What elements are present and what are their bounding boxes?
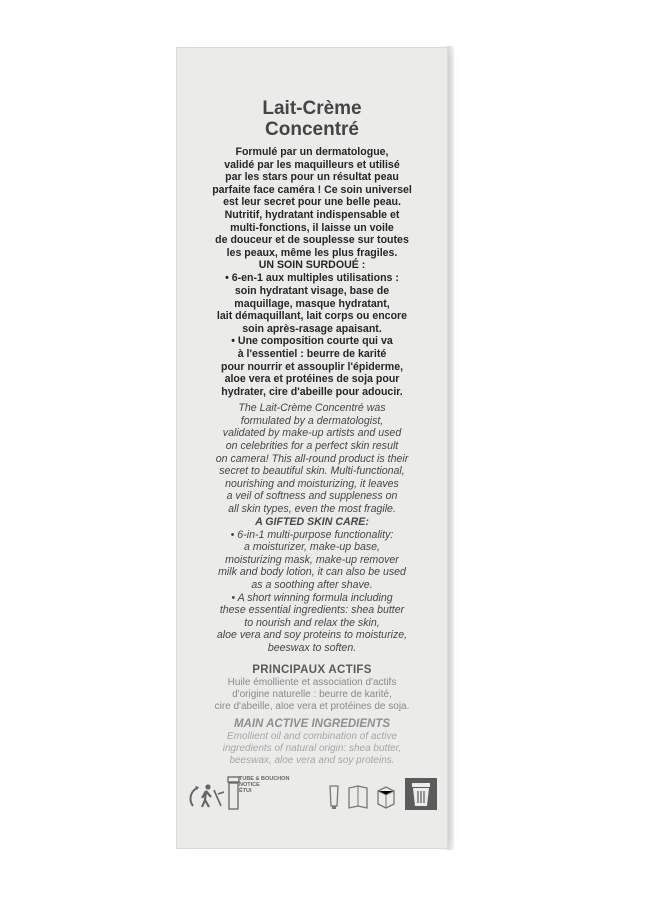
product-box-back [177,48,447,848]
text-line: to nourish and relax the skin, [244,616,380,629]
triman-icon [187,780,225,810]
text-line: à l'essentiel : beurre de karité [237,347,387,360]
text-line: formulated by a dermatologist, [240,414,384,427]
recycling-icons-row [187,776,437,812]
text-line: les peaux, même les plus fragiles. [226,246,398,259]
text-line: multi-fonctions, il laisse un voile [230,221,394,234]
text-line: a veil of softness and suppleness on [226,490,398,503]
text-line: aloe vera and soy proteins to moisturize, [216,629,408,642]
text-line: on camera! This all-round product is their [215,452,409,465]
text-line: parfaite face caméra ! Ce soin universel [212,183,412,196]
title-line: Concentré [265,119,359,140]
sorting-bin-icon [405,778,437,810]
text-line: The Lait-Crème Concentré was [238,402,386,415]
text-line: par les stars pour un résultat peau [225,171,399,184]
text-line: nourishing and moisturizing, it leaves [225,477,399,490]
text-line: soin hydratant visage, base de [234,284,390,297]
main-active-ingredients-text [177,731,447,767]
text-line: soin après-rasage apaisant. [242,322,382,335]
principaux-actifs-text [177,677,447,713]
french-subtitle: UN SOIN SURDOUÉ : [258,259,366,272]
text-line: on celebrities for a perfect skin result [225,440,399,453]
title-line: Lait-Crème [262,98,362,119]
text-line: as a soothing after shave. [251,579,373,591]
text-line: • A short winning formula including [231,591,393,604]
text-line: all skin types, even the most fragile. [228,503,396,516]
english-bullets [177,529,447,655]
text-line: these essential ingredients: shea butter [219,604,405,617]
text-line: maquillage, masque hydratant, [234,297,390,310]
box-text-panel [177,98,447,767]
recycle-label: TUBE & BOUCHON [239,776,290,782]
text-line: milk and body lotion, it can also be used [218,566,406,579]
text-line: validated by make-up artists and used [222,427,402,440]
recycle-label: NOTICE [239,782,260,789]
french-bullets [177,272,447,398]
text-line: hydrater, cire d'abeille pour adoucir. [221,385,403,398]
text-line: ingredients of natural origin: shea butter, [222,742,402,754]
text-line: Emollient oil and combination of active [226,730,398,742]
text-line: beeswax, aloe vera and soy proteins. [229,754,395,766]
leaflet-icon [347,784,369,810]
principaux-actifs-heading: PRINCIPAUX ACTIFS [252,663,372,676]
text-line: • 6-en-1 aux multiples utilisations : [225,272,399,285]
text-line: d'origine naturelle : beurre de karité, [232,688,392,700]
french-description [177,146,447,259]
main-active-ingredients-heading: MAIN ACTIVE INGREDIENTS [233,717,391,730]
recycle-label: ÉTUI [239,788,252,795]
text-line: a moisturizer, make-up base, [243,541,380,554]
text-line: validé par les maquilleurs et utilisé [224,158,400,171]
text-line: • Une composition courte qui va [231,335,393,348]
text-line: lait démaquillant, lait corps ou encore [216,310,408,323]
text-line: de douceur et de souplesse sur toutes [215,234,409,247]
text-line: • 6-in-1 multi-purpose functionality: [230,528,394,541]
text-line: beeswax to soften. [267,641,357,654]
carton-box-icon [375,784,397,810]
text-line: aloe vera et protéines de soja pour [224,373,400,386]
text-line: moisturizing mask, make-up remover [225,553,399,566]
text-line: secret to beautiful skin. Multi-functional, [219,465,405,478]
text-line: est leur secret pour une belle peau. [223,196,401,209]
box-side-flap [447,46,454,850]
text-line: Nutritif, hydratant indispensable et [224,208,400,221]
text-line: cire d'abeille, aloe vera et protéines de soja. [214,700,410,712]
text-line: pour nourrir et assouplir l'épiderme, [220,360,404,373]
recycle-labels [239,776,319,795]
text-line: Formulé par un dermatologue, [235,146,389,158]
text-line: Huile émolliente et association d'actifs [227,676,397,688]
tube-icon [327,784,341,810]
english-subtitle: A GIFTED SKIN CARE: [255,515,369,528]
english-description [177,402,447,515]
product-title [177,98,447,140]
